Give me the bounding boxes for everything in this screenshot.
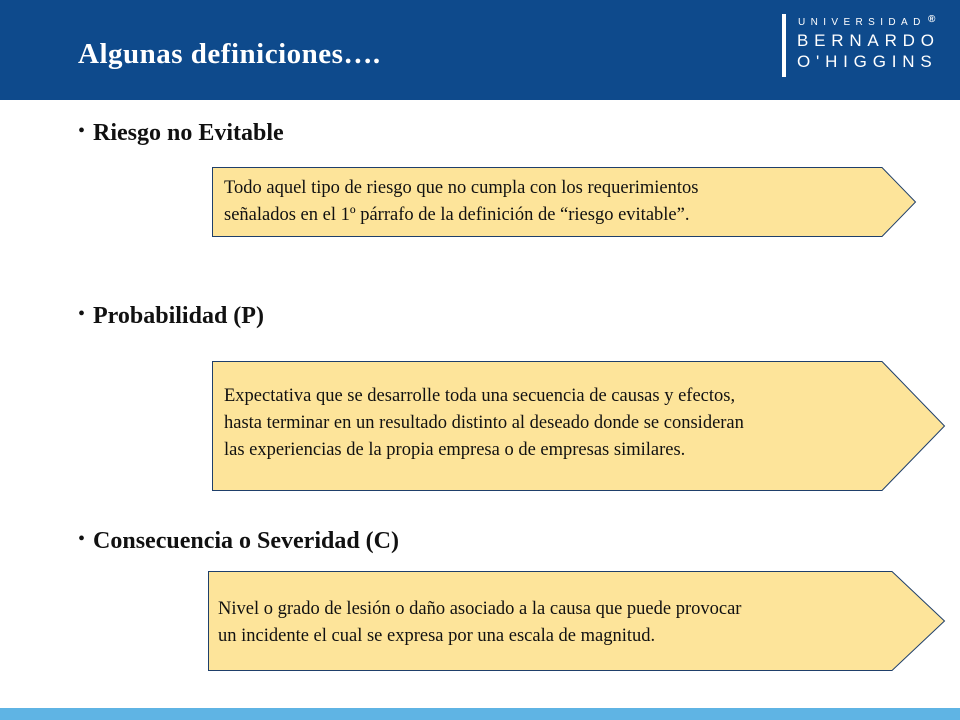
section-heading: Riesgo no Evitable: [93, 120, 284, 146]
definition-line: Todo aquel tipo de riesgo que no cumpla con los requerimientos: [224, 178, 699, 198]
bullet-probabilidad: [78, 303, 264, 330]
bullet-dot: •: [78, 528, 86, 550]
definition-text: [224, 383, 744, 464]
definition-line: Expectativa que se desarrolle toda una secuencia de causas y efectos,: [224, 386, 736, 406]
bullet-consecuencia: [78, 528, 399, 555]
registered-mark: ®: [928, 14, 936, 25]
university-logo: [782, 14, 952, 84]
logo-line-3: O'HIGGINS: [797, 52, 938, 71]
bullet-dot: •: [78, 303, 86, 325]
definition-line: hasta terminar en un resultado distinto al deseado donde se consideran: [224, 413, 744, 433]
section-heading: Probabilidad (P): [93, 303, 264, 329]
logo-line-1: UNIVERSIDAD: [798, 17, 926, 28]
definition-text: [218, 596, 741, 650]
bullet-riesgo-no-evitable: [78, 120, 284, 147]
definition-text: [224, 175, 698, 229]
definition-box-riesgo-no-evitable: [212, 167, 916, 237]
definition-box-probabilidad: [212, 361, 945, 491]
definition-line: Nivel o grado de lesión o daño asociado a la causa que puede provocar: [218, 599, 742, 619]
logo-bar: [782, 14, 786, 77]
header-bar: [0, 0, 960, 100]
definition-line: señalados en el 1º párrafo de la definición de “riesgo evitable”.: [224, 205, 690, 225]
bullet-dot: •: [78, 120, 86, 142]
section-heading: Consecuencia o Severidad (C): [93, 528, 399, 554]
page-title: Algunas definiciones….: [78, 38, 381, 70]
bottom-accent-bar: [0, 708, 960, 720]
definition-line: las experiencias de la propia empresa o de empresas similares.: [224, 440, 686, 460]
definition-box-consecuencia: [208, 571, 945, 671]
definition-line: un incidente el cual se expresa por una escala de magnitud.: [218, 626, 656, 646]
logo-line-2: BERNARDO: [797, 31, 940, 50]
